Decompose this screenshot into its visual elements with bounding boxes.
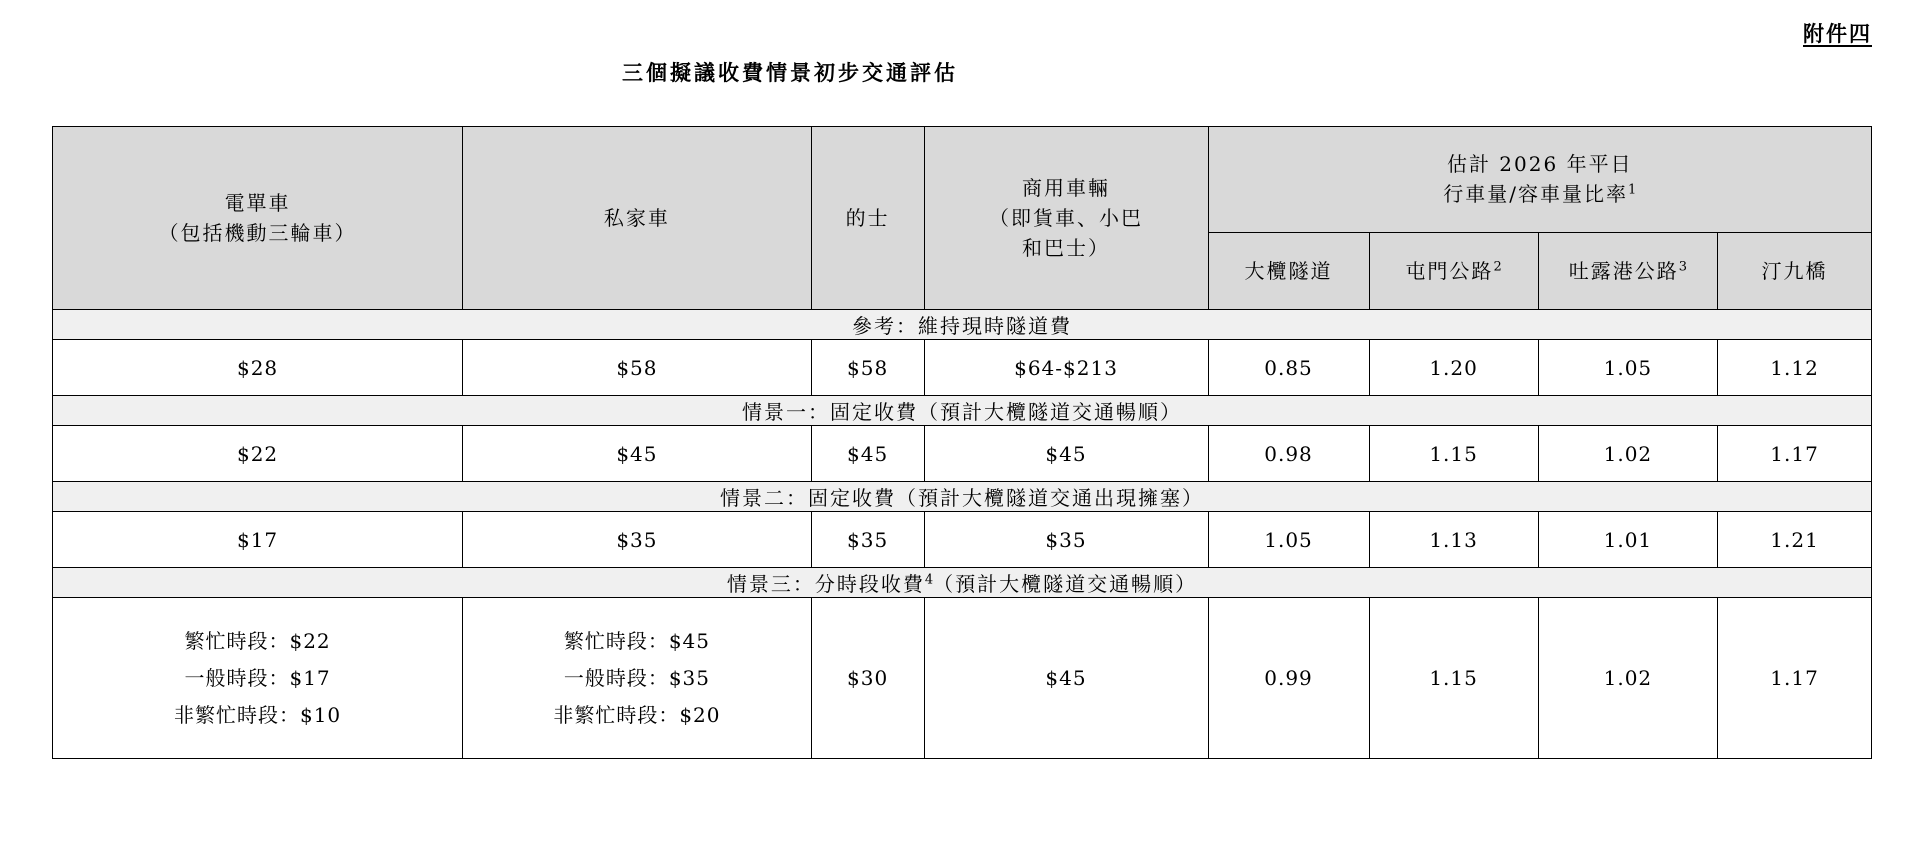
traffic-assessment-table: [52, 126, 1872, 759]
cell-reference-tuen-mun-road: 1.20: [1369, 340, 1538, 396]
section-label-scenario-2: 情景二：固定收費（預計大欖隧道交通出現擁塞）: [53, 482, 1872, 512]
cell-scenario-2-commercial: $35: [924, 512, 1208, 568]
header-motorcycle: [53, 127, 463, 310]
cell-reference-private-car: $58: [463, 340, 812, 396]
cell-scenario-3-taxi: $30: [811, 598, 924, 759]
section-header-scenario-2: [53, 482, 1872, 512]
cell-reference-motorcycle: $28: [53, 340, 463, 396]
cell-scenario-3-private-car-nonbusy: 非繁忙時段：$20: [553, 702, 721, 727]
cell-scenario-2-taxi: $35: [811, 512, 924, 568]
header-motorcycle-line1: 電單車: [224, 191, 291, 215]
cell-scenario-2-ting-kau-bridge: 1.21: [1718, 512, 1872, 568]
cell-scenario-1-commercial: $45: [924, 426, 1208, 482]
section-label-reference: 參考：維持現時隧道費: [53, 310, 1872, 340]
cell-scenario-1-taxi: $45: [811, 426, 924, 482]
cell-scenario-3-ting-kau-bridge: 1.17: [1718, 598, 1872, 759]
header-tolo-highway: [1538, 232, 1717, 309]
header-tolo-highway-footnote: 3: [1678, 259, 1688, 275]
cell-scenario-1-tolo-highway: 1.02: [1538, 426, 1717, 482]
section-label-scenario-1: 情景一：固定收費（預計大欖隧道交通暢順）: [53, 396, 1872, 426]
cell-reference-commercial: $64-$213: [924, 340, 1208, 396]
table-body: [53, 310, 1872, 759]
cell-reference-tolo-highway: 1.05: [1538, 340, 1717, 396]
header-tuen-mun-road-text: 屯門公路: [1405, 258, 1494, 283]
header-volume-capacity-text: 行車量/容車量比率: [1443, 182, 1628, 207]
table-row-reference: [53, 340, 1872, 396]
header-volume-capacity-line2: [1209, 179, 1871, 209]
cell-scenario-3-motorcycle-busy: 繁忙時段：$22: [184, 628, 331, 653]
annex-label: 附件四: [1803, 21, 1872, 46]
table-row-scenario-2: [53, 512, 1872, 568]
header-ting-kau-bridge: 汀九橋: [1718, 232, 1872, 309]
section-label-scenario-3-part1: 情景三：分時段收費: [726, 572, 925, 596]
cell-scenario-3-private-car-busy: 繁忙時段：$45: [563, 628, 711, 653]
section-label-scenario-3-footnote: 4: [924, 572, 934, 588]
header-private-car: 私家車: [463, 127, 812, 310]
cell-scenario-2-private-car: $35: [463, 512, 812, 568]
cell-scenario-3-tai-lam-tunnel: 0.99: [1208, 598, 1369, 759]
header-tolo-highway-text: 吐露港公路: [1568, 258, 1679, 283]
header-commercial-line2: （即貨車、小巴: [989, 206, 1144, 230]
cell-scenario-3-private-car: [463, 598, 812, 759]
header-volume-capacity-line1: 估計 2026 年平日: [1446, 152, 1633, 177]
page-title: 三個擬議收費情景初步交通評估: [622, 60, 958, 85]
cell-scenario-2-motorcycle: $17: [53, 512, 463, 568]
header-volume-capacity-group: [1208, 127, 1871, 233]
section-label-scenario-3-part2: （預計大欖隧道交通暢順）: [933, 572, 1198, 596]
cell-scenario-1-private-car: $45: [463, 426, 812, 482]
cell-scenario-1-tuen-mun-road: 1.15: [1369, 426, 1538, 482]
header-taxi: 的士: [811, 127, 924, 310]
cell-reference-tai-lam-tunnel: 0.85: [1208, 340, 1369, 396]
header-tuen-mun-road-footnote: 2: [1493, 259, 1502, 275]
header-motorcycle-line2: （包括機動三輪車）: [158, 221, 357, 245]
cell-scenario-3-motorcycle-nonbusy: 非繁忙時段：$10: [173, 702, 342, 727]
cell-scenario-3-motorcycle-normal: 一般時段：$17: [184, 665, 331, 690]
cell-scenario-1-tai-lam-tunnel: 0.98: [1208, 426, 1369, 482]
header-tuen-mun-road: [1369, 232, 1538, 309]
header-commercial-line3: 和巴士）: [1022, 236, 1111, 260]
table-row-scenario-1: [53, 426, 1872, 482]
cell-scenario-1-motorcycle: $22: [53, 426, 463, 482]
header-commercial-line1: 商用車輛: [1022, 176, 1111, 200]
cell-scenario-2-tolo-highway: 1.01: [1538, 512, 1717, 568]
cell-scenario-3-commercial: $45: [924, 598, 1208, 759]
cell-scenario-2-tai-lam-tunnel: 1.05: [1208, 512, 1369, 568]
cell-reference-ting-kau-bridge: 1.12: [1718, 340, 1872, 396]
cell-scenario-2-tuen-mun-road: 1.13: [1369, 512, 1538, 568]
cell-scenario-1-ting-kau-bridge: 1.17: [1718, 426, 1872, 482]
table-row-scenario-3: [53, 598, 1872, 759]
cell-scenario-3-motorcycle: [53, 598, 463, 759]
header-commercial-vehicle: [924, 127, 1208, 310]
cell-scenario-3-tuen-mun-road: 1.15: [1369, 598, 1538, 759]
section-header-scenario-3: [53, 568, 1872, 598]
cell-reference-taxi: $58: [811, 340, 924, 396]
table-header: [53, 127, 1872, 310]
cell-scenario-3-tolo-highway: 1.02: [1538, 598, 1717, 759]
cell-scenario-3-private-car-normal: 一般時段：$35: [563, 665, 711, 690]
header-tai-lam-tunnel: 大欖隧道: [1208, 232, 1369, 309]
header-volume-capacity-footnote: 1: [1628, 182, 1637, 198]
section-header-scenario-1: [53, 396, 1872, 426]
section-label-scenario-3: [53, 568, 1872, 598]
section-header-reference: [53, 310, 1872, 340]
